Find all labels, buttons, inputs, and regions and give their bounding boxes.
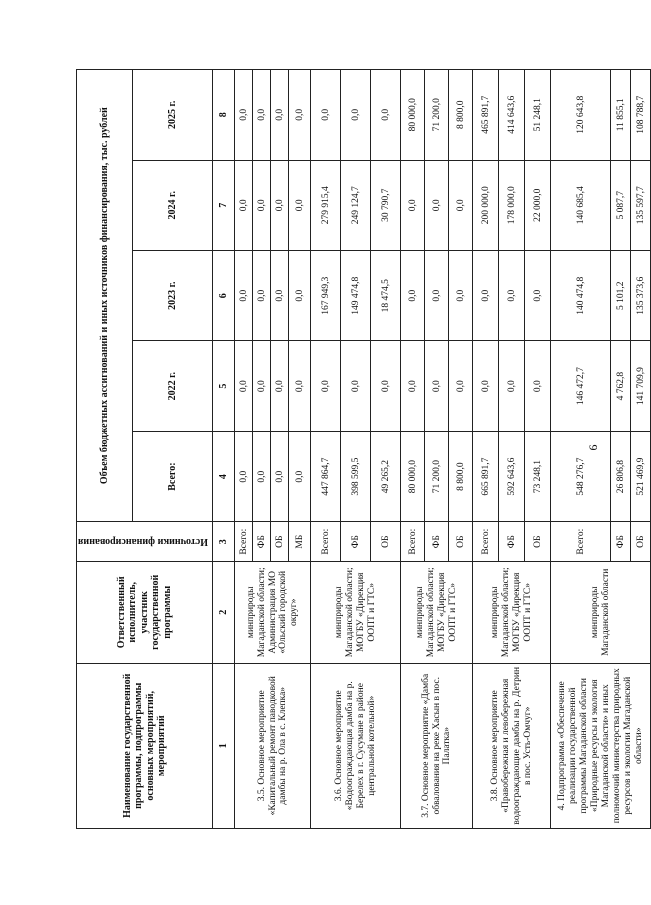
header-year-2022: 2022 г.	[133, 341, 213, 431]
program-name-cell: 3.5. Основное мероприятие «Капитальный ремонт паводковой дамбы на р. Ола в с. Клепка»	[235, 663, 311, 828]
index-cell: 1	[213, 663, 235, 828]
value-cell: 80 000,0	[401, 431, 425, 521]
value-cell: 135 373,6	[631, 250, 651, 340]
value-cell: 8 800,0	[449, 431, 473, 521]
value-cell: 0,0	[311, 341, 341, 431]
source-cell: Всего:	[401, 522, 425, 562]
value-cell: 80 000,0	[401, 70, 425, 161]
header-year-2024: 2024 г.	[133, 160, 213, 250]
value-cell: 414 643,6	[499, 70, 525, 161]
value-cell: 249 124,7	[341, 160, 371, 250]
value-cell: 0,0	[449, 250, 473, 340]
value-cell: 108 788,7	[631, 70, 651, 161]
program-name-cell: 3.7. Основное мероприятие «Дамба обвалования на реке Хасын в пос. Палатка»	[401, 663, 473, 828]
value-cell: 0,0	[235, 250, 253, 340]
value-cell: 0,0	[525, 250, 551, 340]
executor-cell: минприроды Магаданской области	[551, 562, 651, 663]
value-cell: 22 000,0	[525, 160, 551, 250]
index-cell: 8	[213, 70, 235, 161]
source-cell: ОБ	[525, 522, 551, 562]
source-cell: ФБ	[425, 522, 449, 562]
table-row	[235, 70, 253, 829]
value-cell: 0,0	[271, 70, 289, 161]
value-cell: 73 248,1	[525, 431, 551, 521]
table-row	[551, 70, 611, 829]
value-cell: 0,0	[253, 341, 271, 431]
index-cell: 3	[213, 522, 235, 562]
value-cell: 71 200,0	[425, 431, 449, 521]
value-cell: 5 101,2	[611, 250, 631, 340]
index-cell: 4	[213, 431, 235, 521]
value-cell: 592 643,6	[499, 431, 525, 521]
value-cell: 178 000,0	[499, 160, 525, 250]
table-row	[311, 70, 341, 829]
rotated-table-container	[76, 69, 646, 829]
value-cell: 141 709,9	[631, 341, 651, 431]
value-cell: 0,0	[425, 341, 449, 431]
value-cell: 0,0	[371, 341, 401, 431]
index-cell: 2	[213, 562, 235, 663]
value-cell: 0,0	[311, 70, 341, 161]
value-cell: 140 685,4	[551, 160, 611, 250]
source-cell: ОБ	[371, 522, 401, 562]
header-year-2023: 2023 г.	[133, 250, 213, 340]
index-cell: 6	[213, 250, 235, 340]
value-cell: 71 200,0	[425, 70, 449, 161]
value-cell: 398 599,5	[341, 431, 371, 521]
value-cell: 465 891,7	[473, 70, 499, 161]
value-cell: 200 000,0	[473, 160, 499, 250]
value-cell: 120 643,8	[551, 70, 611, 161]
value-cell: 0,0	[289, 250, 311, 340]
table-row	[401, 70, 425, 829]
source-cell: Всего:	[551, 522, 611, 562]
source-cell: Всего:	[473, 522, 499, 562]
value-cell: 0,0	[401, 341, 425, 431]
value-cell: 30 790,7	[371, 160, 401, 250]
value-cell: 0,0	[235, 70, 253, 161]
value-cell: 0,0	[289, 431, 311, 521]
value-cell: 0,0	[341, 341, 371, 431]
executor-cell: минприроды Магаданской области; МОГБУ «Дирекция ООПТ и ГТС»	[473, 562, 551, 663]
source-cell: ФБ	[611, 522, 631, 562]
value-cell: 8 800,0	[449, 70, 473, 161]
source-cell: ФБ	[341, 522, 371, 562]
header-total: Всего:	[133, 431, 213, 521]
value-cell: 135 597,7	[631, 160, 651, 250]
header-name: Наименование государственной программы, подпрограммы основных мероприятий, мероприятий	[77, 663, 213, 828]
source-cell: ОБ	[449, 522, 473, 562]
value-cell: 49 265,2	[371, 431, 401, 521]
value-cell: 0,0	[289, 341, 311, 431]
program-name-cell: 4. Подпрограмма «Обеспечение реализации государственной программы Магаданской области «Природные ресурсы и экология Магаданской области» и иных полномочий министерства природных ресурсов и экологии Магаданской области»	[551, 663, 651, 828]
value-cell: 665 891,7	[473, 431, 499, 521]
funding-table	[76, 69, 651, 829]
source-cell: ФБ	[253, 522, 271, 562]
value-cell: 0,0	[253, 431, 271, 521]
table-row	[473, 70, 499, 829]
value-cell: 4 762,8	[611, 341, 631, 431]
value-cell: 0,0	[449, 341, 473, 431]
value-cell: 548 276,7	[551, 431, 611, 521]
value-cell: 0,0	[525, 341, 551, 431]
value-cell: 0,0	[235, 160, 253, 250]
value-cell: 0,0	[271, 341, 289, 431]
header-funding-group: Объем бюджетных ассигнований и иных источников финансирования, тыс. рублей	[77, 70, 133, 522]
value-cell: 0,0	[271, 160, 289, 250]
program-name-cell: 3.6. Основное мероприятие «Водоограждающая дамба на р. Берелех в г. Сусумане в районе центральной котельной»	[311, 663, 401, 828]
index-cell: 5	[213, 341, 235, 431]
value-cell: 0,0	[271, 431, 289, 521]
value-cell: 0,0	[425, 160, 449, 250]
value-cell: 0,0	[425, 250, 449, 340]
value-cell: 0,0	[235, 431, 253, 521]
value-cell: 0,0	[253, 70, 271, 161]
header-source: Источники финансирования	[77, 522, 213, 562]
value-cell: 279 915,4	[311, 160, 341, 250]
header-year-2025: 2025 г.	[133, 70, 213, 161]
value-cell: 26 806,8	[611, 431, 631, 521]
value-cell: 51 248,1	[525, 70, 551, 161]
value-cell: 149 474,8	[341, 250, 371, 340]
value-cell: 11 855,1	[611, 70, 631, 161]
value-cell: 0,0	[289, 160, 311, 250]
source-cell: Всего:	[235, 522, 253, 562]
source-cell: ОБ	[271, 522, 289, 562]
index-cell: 7	[213, 160, 235, 250]
value-cell: 447 864,7	[311, 431, 341, 521]
value-cell: 0,0	[371, 70, 401, 161]
value-cell: 0,0	[401, 250, 425, 340]
value-cell: 521 469,9	[631, 431, 651, 521]
index-row	[213, 70, 235, 829]
value-cell: 0,0	[499, 341, 525, 431]
value-cell: 0,0	[473, 341, 499, 431]
source-cell: ОБ	[631, 522, 651, 562]
value-cell: 0,0	[289, 70, 311, 161]
header-executor: Ответственный исполнитель, участник государственной программы	[77, 562, 213, 663]
value-cell: 0,0	[401, 160, 425, 250]
value-cell: 0,0	[499, 250, 525, 340]
executor-cell: минприроды Магаданской области; МОГБУ «Дирекция ООПТ и ГТС»	[311, 562, 401, 663]
value-cell: 5 087,7	[611, 160, 631, 250]
source-cell: МБ	[289, 522, 311, 562]
value-cell: 167 949,3	[311, 250, 341, 340]
value-cell: 18 474,5	[371, 250, 401, 340]
value-cell: 0,0	[271, 250, 289, 340]
executor-cell: минприроды Магаданской области; Администрация МО «Ольский городской округ»	[235, 562, 311, 663]
executor-cell: минприроды Магаданской области; МОГБУ «Дирекция ООПТ и ГТС»	[401, 562, 473, 663]
value-cell: 146 472,7	[551, 341, 611, 431]
value-cell: 0,0	[235, 341, 253, 431]
source-cell: Всего:	[311, 522, 341, 562]
value-cell: 0,0	[253, 160, 271, 250]
value-cell: 0,0	[473, 250, 499, 340]
value-cell: 140 474,8	[551, 250, 611, 340]
source-cell: ФБ	[499, 522, 525, 562]
value-cell: 0,0	[341, 70, 371, 161]
program-name-cell: 3.8. Основное мероприятие «Правобережная и левобережная водоограждающие дамбы на р. Детрин в пос. Усть-Омчуг»	[473, 663, 551, 828]
page-number: 9	[586, 444, 601, 451]
value-cell: 0,0	[253, 250, 271, 340]
value-cell: 0,0	[449, 160, 473, 250]
